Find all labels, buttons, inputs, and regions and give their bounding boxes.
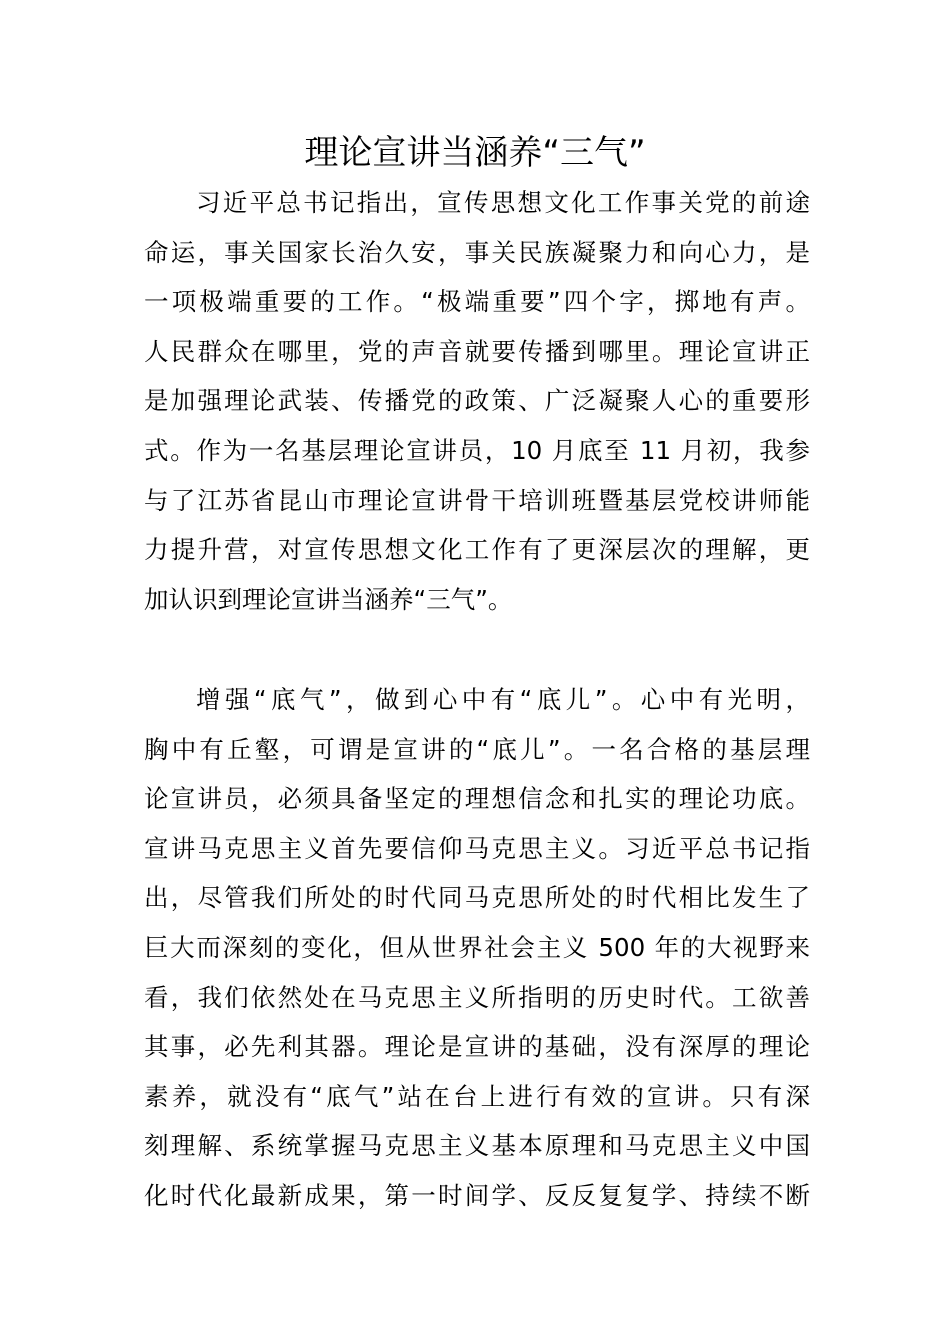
text-line: 与了江苏省昆山市理论宣讲骨干培训班暨基层党校讲师能 <box>144 485 810 515</box>
text-line: 刻理解、系统掌握马克思主义基本原理和马克思主义中国 <box>144 1131 810 1161</box>
document-title: 理论宣讲当涵养“三气” <box>304 133 646 173</box>
text-line: 是加强理论武装、传播党的政策、广泛凝聚人心的重要形 <box>144 386 810 416</box>
text-line: 式。作为一名基层理论宣讲员，10 月底至 11 月初，我参 <box>144 435 810 465</box>
text-line: 命运，事关国家长治久安，事关民族凝聚力和向心力，是 <box>144 237 810 267</box>
text-line: 一项极端重要的工作。“极端重要”四个字，掷地有声。 <box>144 287 810 317</box>
paragraph-confidence <box>144 675 810 1221</box>
text-line: 化时代化最新成果，第一时间学、反反复复学、持续不断 <box>144 1180 810 1210</box>
text-line: 宣讲马克思主义首先要信仰马克思主义。习近平总书记指 <box>144 833 810 863</box>
paragraph-intro <box>144 178 810 624</box>
text-line: 出，尽管我们所处的时代同马克思所处的时代相比发生了 <box>144 883 810 913</box>
text-line: 增强“底气”，做到心中有“底儿”。心中有光明， <box>196 685 810 714</box>
text-line: 论宣讲员，必须具备坚定的理想信念和扎实的理论功底。 <box>144 784 810 814</box>
text-line: 习近平总书记指出，宣传思想文化工作事关党的前途 <box>196 188 810 217</box>
text-line: 素养，就没有“底气”站在台上进行有效的宣讲。只有深 <box>144 1081 810 1111</box>
text-line: 巨大而深刻的变化，但从世界社会主义 500 年的大视野来 <box>144 932 810 962</box>
text-line: 看，我们依然处在马克思主义所指明的历史时代。工欲善 <box>144 982 810 1012</box>
text-line: 胸中有丘壑，可谓是宣讲的“底儿”。一名合格的基层理 <box>144 734 810 764</box>
text-line: 力提升营，对宣传思想文化工作有了更深层次的理解，更 <box>144 535 810 565</box>
text-line: 其事，必先利其器。理论是宣讲的基础，没有深厚的理论 <box>144 1032 810 1062</box>
text-line: 加认识到理论宣讲当涵养“三气”。 <box>144 584 513 614</box>
text-line: 人民群众在哪里，党的声音就要传播到哪里。理论宣讲正 <box>144 336 810 366</box>
